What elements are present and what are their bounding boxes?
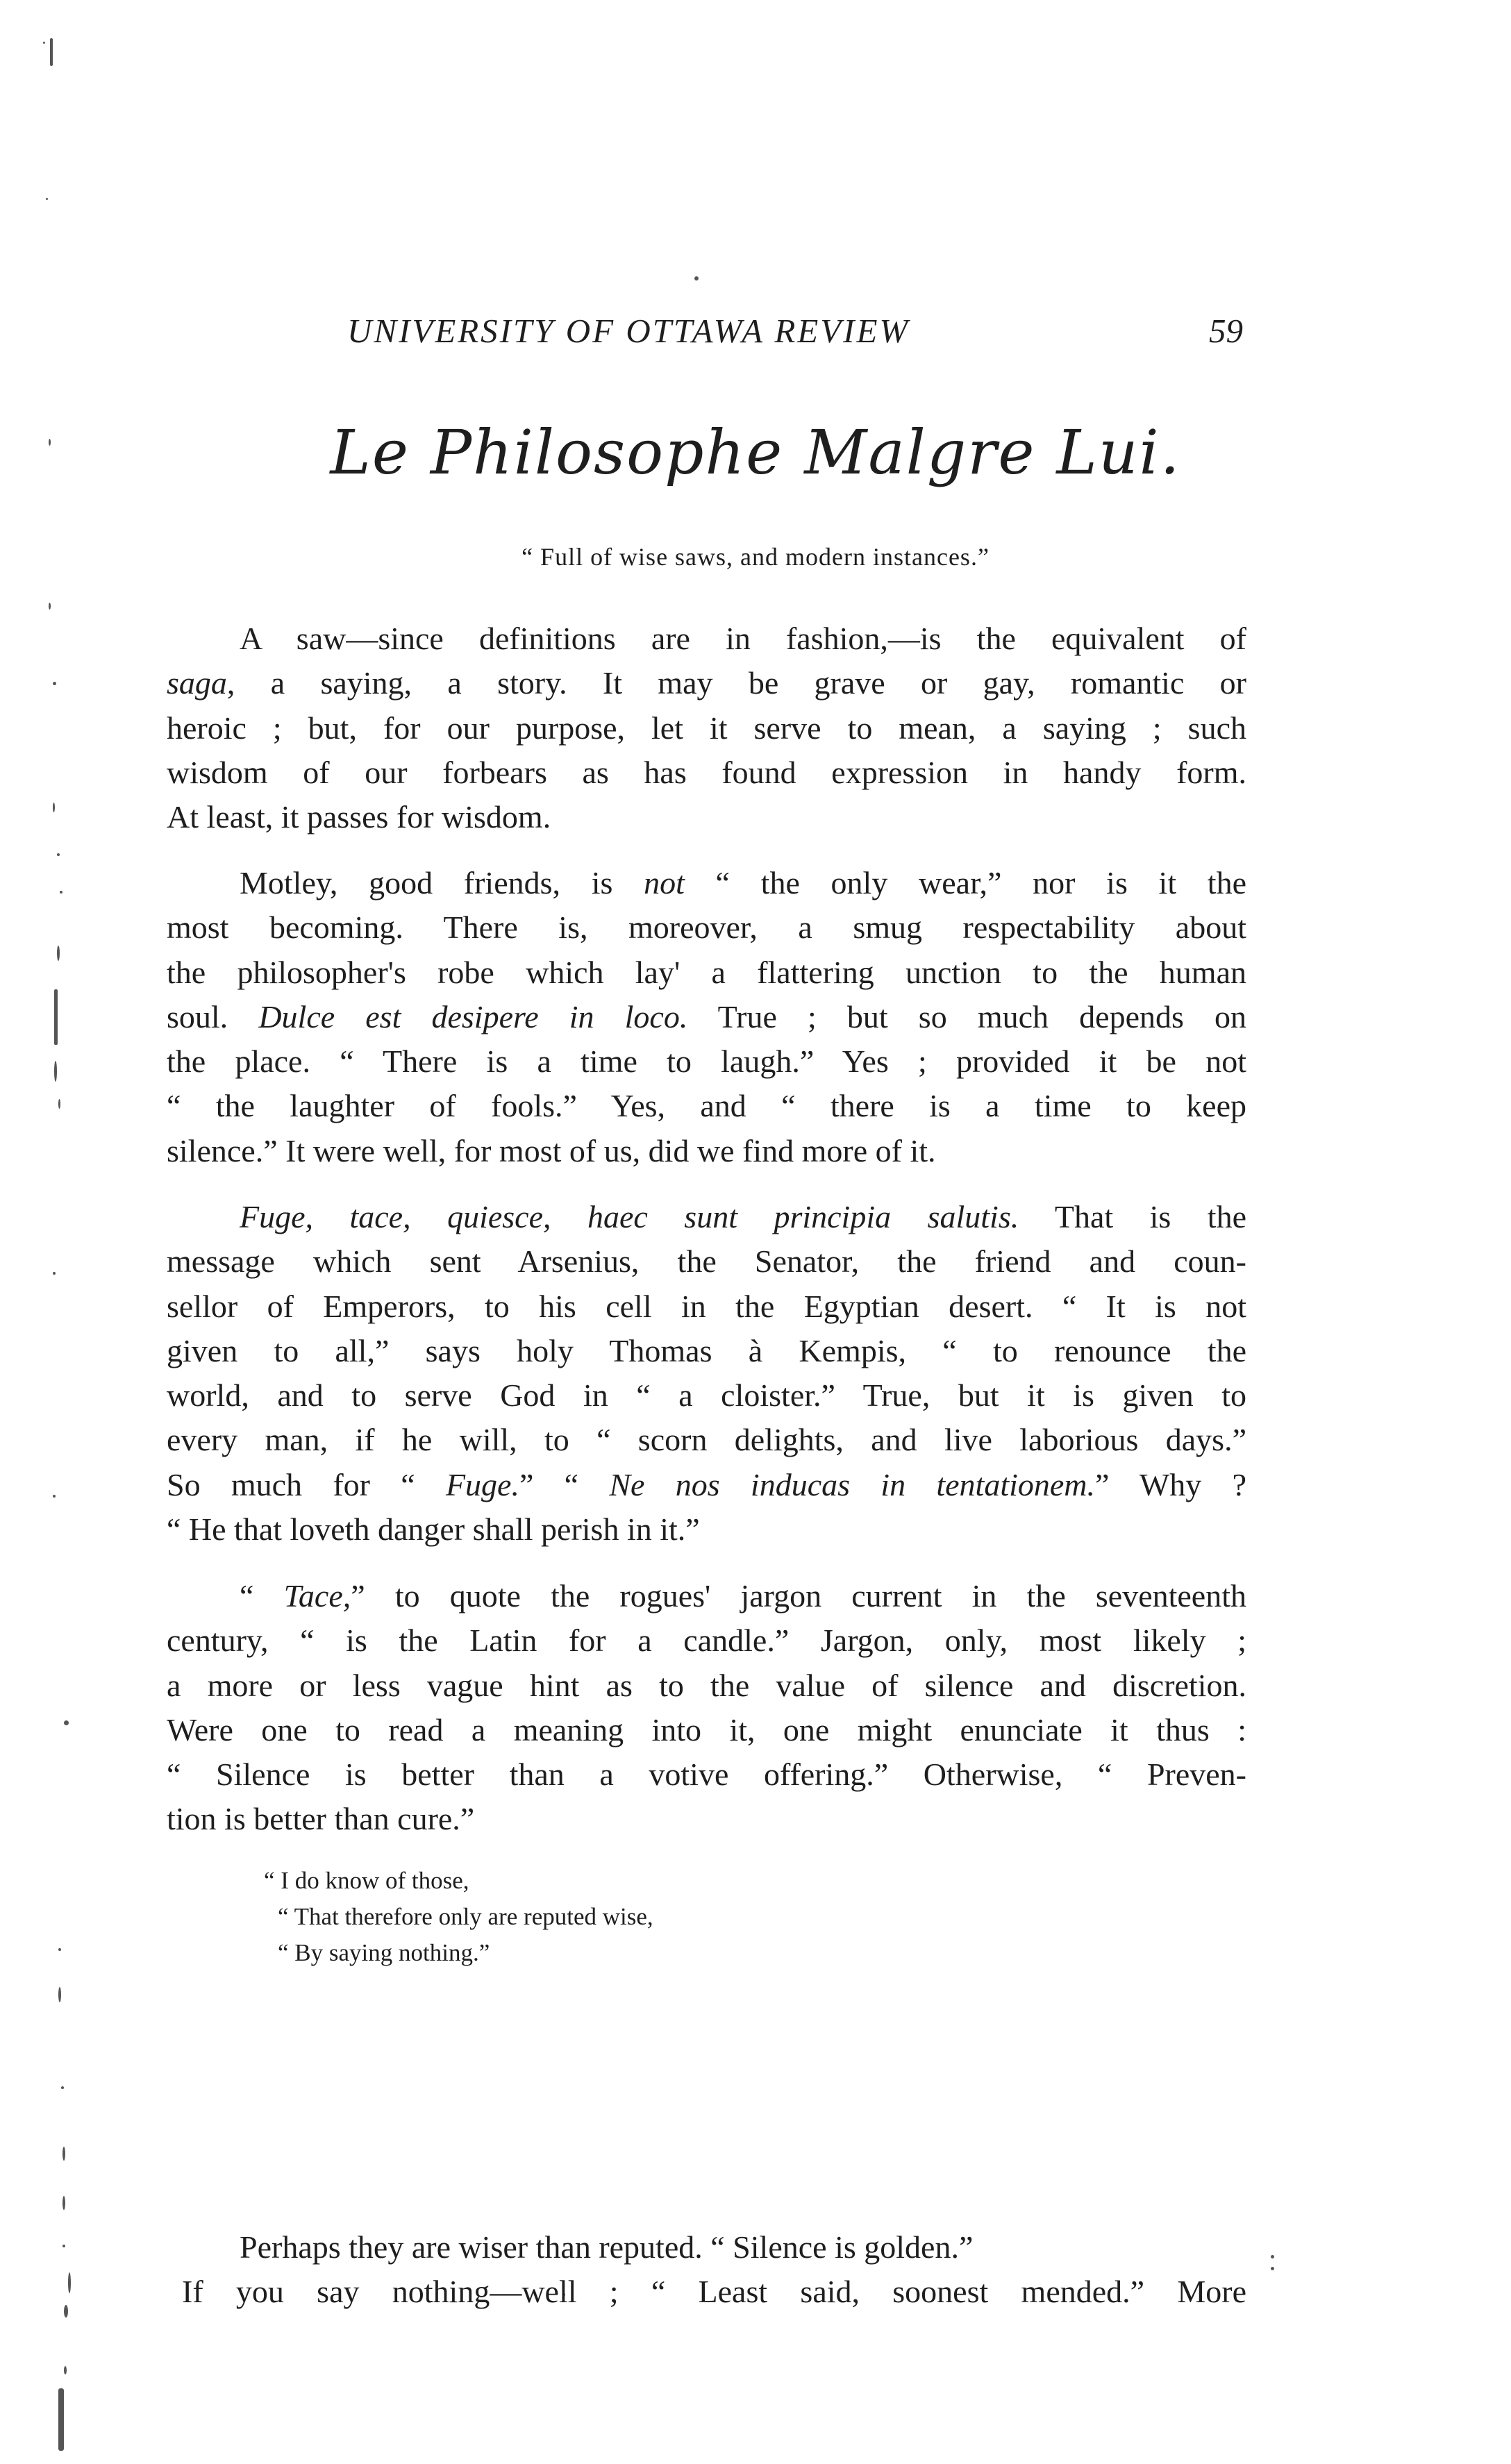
text-line: wisdom of our forbears as has found expression in handy form. (167, 754, 1246, 790)
text-line: a more or less vague hint as to the value of silence and discretion. (167, 1667, 1246, 1703)
running-header (347, 311, 1243, 360)
text-line: heroic ; but, for our purpose, let it serve to mean, a saying ; such (167, 710, 1246, 746)
text-line: sellor of Emperors, to his cell in the Egyptian desert. “ It is not (167, 1288, 1246, 1324)
text-line: “ Silence is better than a votive offering.” Otherwise, “ Preven- (167, 1757, 1246, 1793)
verse-line: “ By saying nothing.” (278, 1939, 490, 1966)
text-line: A saw—since definitions are in fashion,—is the equivalent of (240, 621, 1246, 656)
text-line: most becoming. There is, moreover, a smug respectability about (167, 910, 1246, 946)
text-line: message which sent Arsenius, the Senator, the friend and coun- (167, 1243, 1246, 1280)
text-line: silence.” It were well, for most of us, did we find more of it. (167, 1132, 936, 1168)
text-line: Were one to read a meaning into it, one might enunciate it thus : (167, 1711, 1246, 1748)
page-number: 59 (1209, 312, 1243, 350)
paragraph (167, 1195, 1246, 1552)
running-title: UNIVERSITY OF OTTAWA REVIEW (347, 312, 910, 350)
epigraph: “ Full of wise saws, and modern instances.” (521, 543, 990, 571)
text-line: the philosopher's robe which lay' a flattering unction to the human (167, 954, 1246, 990)
text-line: “ He that loveth danger shall perish in it.” (167, 1511, 700, 1548)
text-line: tion is better than cure.” (167, 1801, 475, 1837)
text-line: century, “ is the Latin for a candle.” Jargon, only, most likely ; (167, 1623, 1246, 1659)
text-line: “ the laughter of fools.” Yes, and “ there is a time to keep (167, 1088, 1246, 1124)
paragraph (167, 617, 1246, 839)
text-line: the place. “ There is a time to laugh.” Yes ; provided it be not (167, 1044, 1246, 1080)
paragraph (167, 1574, 1246, 1842)
verse-quotation (264, 1863, 653, 1971)
scan-margin-marks (28, 0, 111, 2464)
verse-line: “ That therefore only are reputed wise, (278, 1903, 653, 1930)
text-line: Motley, good friends, is not “ the only wear,” nor is it the (240, 865, 1246, 900)
text-line: If you say nothing—well ; “ Least said, soonest mended.” More (182, 2274, 1246, 2310)
article-title: Le Philosophe Malgre Lui. (330, 417, 1181, 488)
text-line: world, and to serve God in “ a cloister.” True, but it is given to (167, 1377, 1246, 1414)
text-line: At least, it passes for wisdom. (167, 799, 551, 835)
paragraph (167, 2225, 1246, 2315)
text-line: “ Tace,” to quote the rogues' jargon current in the seventeenth (240, 1578, 1247, 1614)
text-line: soul. Dulce est desipere in loco. True ; but so much depends on (167, 998, 1247, 1034)
text-line: Perhaps they are wiser than reputed. “ Silence is golden.” (240, 2229, 974, 2265)
text-line: Fuge, tace, quiesce, haec sunt principia salutis. That is the (240, 1199, 1247, 1234)
text-line: saga, a saying, a story. It may be grave or gay, romantic or (167, 665, 1246, 701)
text-line: So much for “ Fuge.” “ Ne nos inducas in tentationem.” Why ? (167, 1466, 1247, 1502)
paragraph (167, 861, 1246, 1173)
text-line: given to all,” says holy Thomas à Kempis, “ to renounce the (167, 1332, 1246, 1368)
verse-line: “ I do know of those, (264, 1867, 469, 1894)
text-line: every man, if he will, to “ scorn delights, and live laborious days.” (167, 1422, 1246, 1458)
